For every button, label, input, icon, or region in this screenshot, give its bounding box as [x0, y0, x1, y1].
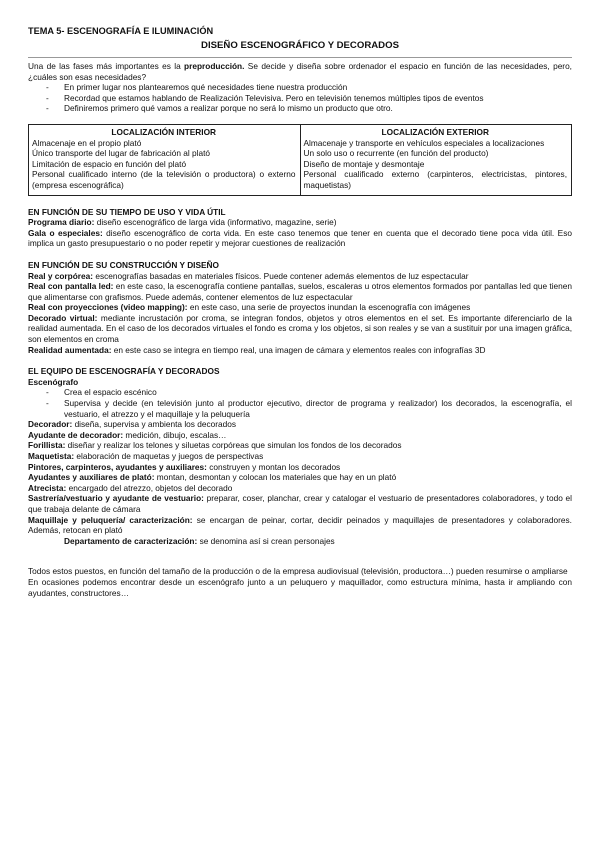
role-item: Maquillaje y peluquería/ caracterización: se encargan de peinar, cortar, decidir peinados y maquillajes de presentadores y colaboradores. Además, retocan en plató	[28, 514, 572, 536]
topic-title: TEMA 5- ESCENOGRAFÍA E ILUMINACIÓN	[28, 26, 214, 36]
role-item: Ayudantes y auxiliares de plató: montan, desmontan y colocan los materiales que hay en un plató	[28, 472, 397, 483]
construccion-item: Real con pantalla led: en este caso, la escenografía contiene pantallas, suelos, escaleras u otros elementos formados por pantallas led que tienen que alimentarse con grafismos. Puede además, contener elementos de luz espectacular	[28, 281, 573, 302]
escenografo-label: Escenógrafo	[28, 376, 79, 387]
exterior-item: Un solo uso o recurrente (en función del producto)	[303, 148, 489, 159]
construccion-item: Decorado virtual: mediante incrustación por croma, se integran fondos, objetos y otros elementos en el set. Es importante diferenciarlo de la realidad aumentada. En el caso de los decorados virtuales el fondo es croma y los objetos, si son reales y se van a sustituir por una imagen gráfica, son elementos en croma	[28, 312, 572, 345]
interior-header: LOCALIZACIÓN INTERIOR	[111, 126, 217, 137]
dept-item: Departamento de caracterización: se denomina así si crean personajes	[64, 535, 335, 546]
interior-column	[29, 124, 301, 195]
section-title: DISEÑO ESCENOGRÁFICO Y DECORADOS	[201, 40, 399, 51]
construccion-item: Realidad aumentada: en este caso se integra en tiempo real, una imagen de cámara y elementos reales con infografías 3D	[28, 344, 486, 355]
role-item: Maquetista: elaboración de maquetas y juegos de perspectivas	[28, 451, 264, 461]
equipo-heading: EL EQUIPO DE ESCENOGRAFÍA Y DECORADOS	[28, 366, 220, 377]
intro-list	[28, 82, 572, 114]
document-page	[28, 26, 572, 598]
closing-paragraph: Todos estos puestos, en función del tamaño de la producción o de la empresa audiovisual (televisión, productora…) pueden resumirse o ampliarse	[28, 566, 568, 577]
role-item: Sastrería/vestuario y ayudante de vestuario: preparar, coser, planchar, crear y catalogar el vestuario de presentadores colaboradores, y todo el que trabaja delante de cámara	[28, 493, 572, 514]
role-item: Decorador: diseña, supervisa y ambienta los decorados	[28, 419, 236, 430]
location-table	[28, 124, 572, 196]
uso-heading: EN FUNCIÓN DE SU TIEMPO DE USO Y VIDA ÚTIL	[28, 206, 226, 217]
exterior-item: Personal cualificado externo (carpinteros, electricistas, pintores, maquetistas)	[303, 169, 567, 190]
construccion-item: Real y corpórea: escenografías basadas en materiales físicos. Puede contener además elementos de luz espectacular	[28, 270, 469, 281]
role-item: Pintores, carpinteros, ayudantes y auxiliares: construyen y montan los decorados	[28, 461, 341, 472]
exterior-header: LOCALIZACIÓN EXTERIOR	[381, 126, 489, 137]
title-divider	[28, 57, 572, 58]
interior-item: Almacenaje en el propio plató	[32, 137, 142, 148]
role-item: Atrecista: encargado del atrezzo, objetos del decorado	[28, 482, 233, 493]
role-item: Forillista: diseñar y realizar los telones y siluetas corpóreas que simulan los fondos de los decorados	[28, 440, 402, 451]
role-item: Ayudante de decorador: medición, dibujo, escalas…	[28, 429, 227, 440]
exterior-item: Almacenaje y transporte en vehículos especiales a localizaciones	[303, 137, 545, 148]
intro-bullet: - Recordad que estamos hablando de Realización Televisiva. Pero en televisión tenemos múltiples tipos de eventos	[28, 93, 572, 104]
escenografo-list	[28, 387, 572, 419]
uso-item: Programa diario: diseño escenográfico de larga vida (informativo, magazine, serie)	[28, 217, 337, 228]
intro-paragraph: Una de las fases más importantes es la preproducción. Se decide y diseña sobre ordenador el espacio en función de las necesidades, pero, ¿cuáles son esas necesidades?	[28, 61, 572, 82]
escenografo-bullet: - Supervisa y decide (en televisión junto al productor ejecutivo, director de programa y realizador) los decorados, la escenografía, el vestuario, el atrezzo y el maquillaje y la peluquería	[28, 398, 572, 419]
escenografo-bullet: - Crea el espacio escénico	[28, 387, 572, 398]
interior-item: Único transporte del lugar de fabricación al plató	[32, 148, 211, 159]
construccion-heading: EN FUNCIÓN DE SU CONSTRUCCIÓN Y DISEÑO	[28, 259, 220, 270]
intro-bullet: - En primer lugar nos plantearemos qué necesidades tiene nuestra producción	[28, 82, 572, 93]
exterior-column	[300, 124, 572, 195]
uso-item: Gala o especiales: diseño escenográfico de corta vida. En este caso tenemos que tener en cuenta que el decorado tiene poca vida útil. Eso implica un gasto presupuestario o no poder repetir y mejorar cuestiones de realización	[28, 227, 572, 249]
construccion-item: Real con proyecciones (video mapping): en este caso, una serie de proyectos inundan la escenografía con imágenes	[28, 302, 471, 313]
interior-item: Personal cualificado interno (de la televisión o productora) o externo (empresa escenográfica)	[32, 169, 296, 190]
closing-paragraph: En ocasiones podemos encontrar desde un escenógrafo junto a un peluquero y maquillador, como estructura mínima, hasta ir ampliando con ayudantes, constructores…	[28, 576, 572, 598]
interior-item: Limitación de espacio en función del plató	[32, 158, 187, 169]
intro-bullet: - Definiremos primero qué vamos a realizar porque no será lo mismo un producto que otro.	[28, 103, 572, 114]
exterior-item: Diseño de montaje y desmontaje	[303, 158, 425, 169]
